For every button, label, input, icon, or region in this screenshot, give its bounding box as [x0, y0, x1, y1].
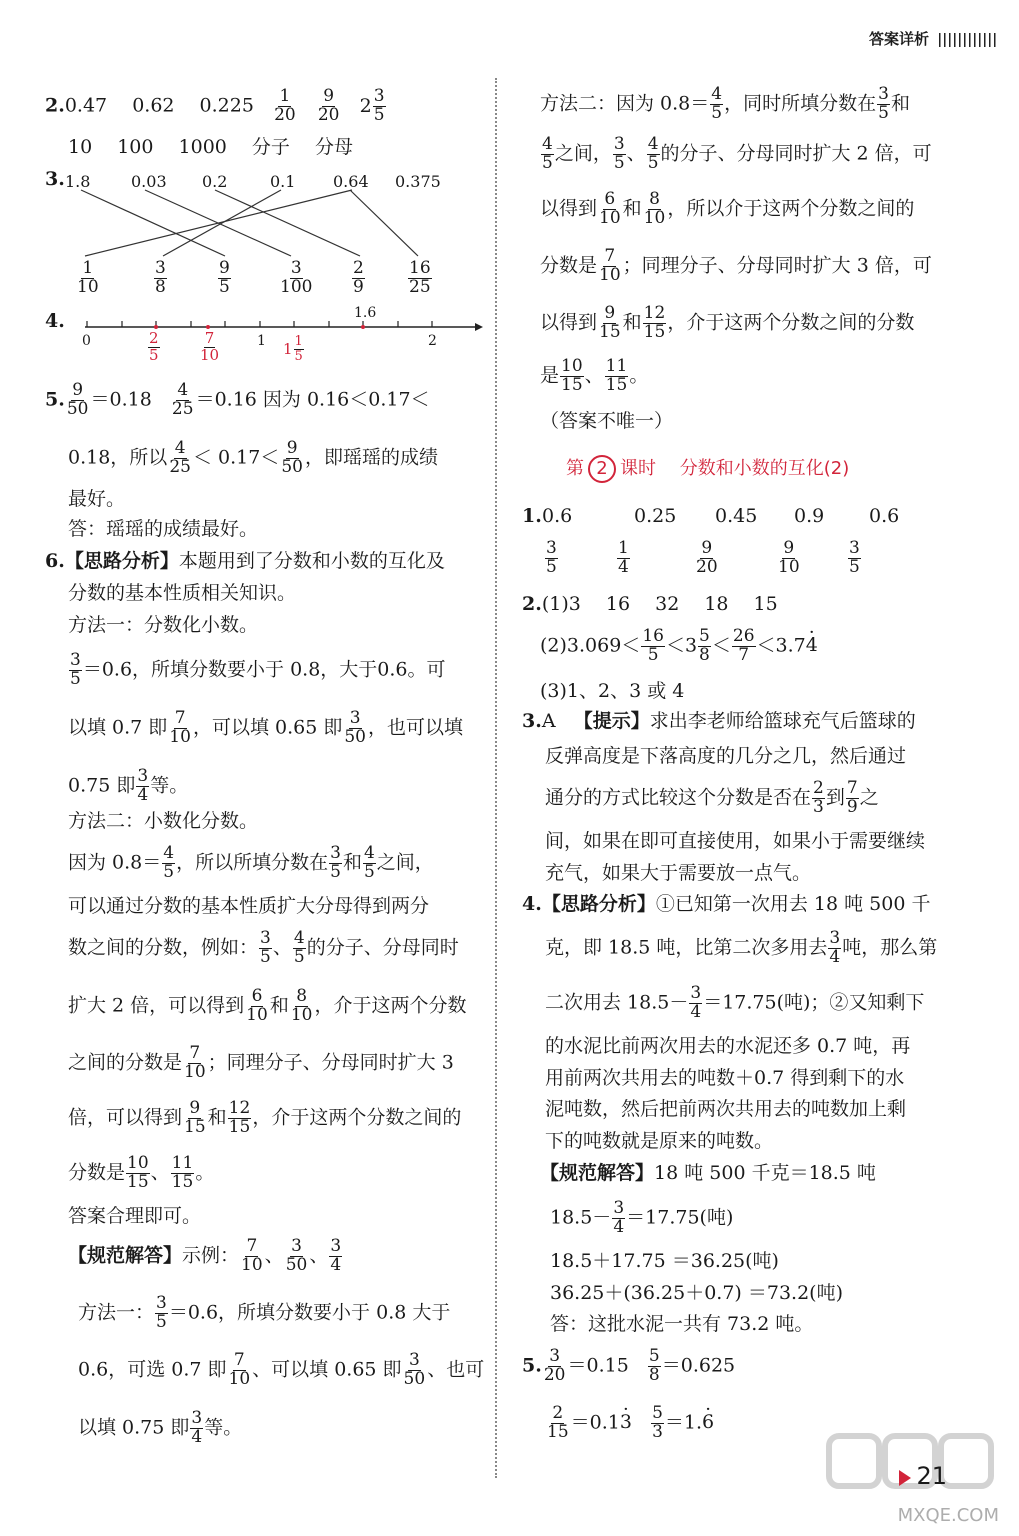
right-q3-l1: 3.A 【提示】求出李老师给篮球充气后篮球的 [522, 710, 916, 732]
fraction: $\frac{9}{20}$ [317, 86, 340, 125]
left-q6-m2-d: 扩大 2 倍，可以得到 $\frac{6}{10}$ 和 $\frac{8}{10}$ ，介于这两个分数 [68, 986, 467, 1025]
fraction: $\frac{3}{100}$ [280, 258, 313, 297]
mixed-number: 2 $\frac{3}{5}$ [359, 86, 385, 125]
left-q6-std: 【规范解答】示例： $\frac{7}{10}$ 、 $\frac{3}{50}$ 、 $\frac{3}{4}$ [68, 1236, 342, 1275]
left-q6-intro2: 分数的基本性质相关知识。 [68, 582, 297, 604]
column-divider [495, 78, 497, 1478]
top-value: 1.8 [65, 172, 91, 191]
right-q2-l3: (3)1、2、3 或 4 [540, 680, 685, 702]
fraction: $\frac{9}{50}$ [66, 380, 89, 419]
right-q4-std: 【规范解答】18 吨 500 千克＝18.5 吨 [540, 1162, 876, 1184]
left-q5-line1: 5. $\frac{9}{50}$ ＝0.18 $\frac{4}{25}$ ＝0.16 因为 0.16＜0.17＜ [45, 380, 430, 419]
point-mixed: 1 $\frac{1}{5}$ [283, 334, 303, 364]
left-q6-s3: 以填 0.75 即 $\frac{3}{4}$ 等。 [78, 1408, 243, 1447]
fraction: $\frac{16}{25}$ [409, 258, 431, 297]
top-value: 0.1 [270, 172, 296, 191]
left-q6-m2-c: 数之间的分数，例如： $\frac{3}{5}$ 、 $\frac{4}{5}$ 的分子、分母同时 [68, 928, 459, 967]
left-q5-line2: 0.18，所以 $\frac{4}{25}$ ＜ 0.17＜ $\frac{9}{50}$ ，即瑶瑶的成绩 [68, 438, 438, 477]
point-fraction: $\frac{7}{10}$ [200, 329, 220, 364]
right-q1-decimals: 1. 0.6 0.25 0.45 0.9 0.6 [522, 505, 900, 527]
header-label: 答案详析 [868, 30, 929, 48]
left-q6-m2-b: 可以通过分数的基本性质扩大分母得到两分 [68, 895, 430, 917]
right-cont-d: 分数是 $\frac{7}{10}$ ；同理分子、分母同时扩大 3 倍，可 [540, 246, 932, 285]
left-q6-m2-title: 方法二：小数化分数。 [68, 810, 259, 832]
right-q3-l4: 间，如果在即可直接使用，如果小于需要继续 [545, 830, 926, 852]
right-q2-l2: (2)3.069＜ $\frac{16}{5}$ ＜3 $\frac{5}{8}$ ＜ $\frac{26}{7}$ ＜3.7· 4 [540, 628, 818, 665]
point-fraction: $\frac{2}{5}$ [149, 329, 159, 364]
top-value: 0.64 [333, 172, 369, 191]
decimals: 0.47 0.62 0.225 [64, 94, 254, 117]
right-q4-s1: 18.5－ $\frac{3}{4}$ ＝17.75(吨) [550, 1198, 734, 1237]
fraction: $\frac{9}{5}$ [219, 258, 230, 297]
header-barcode-decoration [939, 33, 999, 47]
right-q4-l4: 的水泥比前两次用去的水泥还多 0.7 吨，再 [545, 1035, 911, 1057]
left-q2-line1 [45, 88, 387, 125]
right-q4-l6: 泥吨数，然后把前两次共用去的吨数加上剩 [545, 1098, 907, 1120]
right-q3-l2: 反弹高度是下落高度的几分之几，然后通过 [545, 745, 907, 767]
left-q5-answer: 答：瑶瑶的成绩最好。 [68, 518, 259, 540]
watermark-url: MXQE.COM [897, 1505, 999, 1526]
fraction: $\frac{2}{9}$ [353, 258, 364, 297]
right-q4-l7: 下的吨数就是原来的吨数。 [545, 1130, 774, 1152]
top-value: 0.375 [395, 172, 441, 191]
left-q6-s2: 0.6，可选 0.7 即 $\frac{7}{10}$ 、可以填 0.65 即 $\frac{3}{50}$ 、也可 [78, 1350, 485, 1389]
right-cont-e: 以得到 $\frac{9}{15}$ 和 $\frac{12}{15}$ ，介于这两个分数之间的分数 [540, 303, 915, 342]
left-q6-m1-c: 0.75 即 $\frac{3}{4}$ 等。 [68, 766, 189, 805]
fraction: $\frac{1}{20}$ [274, 86, 296, 125]
left-q6-s1: 方法一： $\frac{3}{5}$ ＝0.6，所填分数要小于 0.8 大于 [78, 1293, 451, 1332]
left-q5-line3: 最好。 [68, 488, 126, 510]
left-q6-m2-a: 因为 0.8＝ $\frac{4}{5}$ ，所以所填分数在 $\frac{3}{5}$ 和 $\frac{4}{5}$ 之间， [68, 843, 434, 882]
number-line-question [45, 305, 485, 375]
top-value: 0.2 [202, 172, 228, 191]
matching-diagram [45, 168, 485, 303]
left-q6-m1-title: 方法一：分数化小数。 [68, 614, 259, 636]
right-cont-c: 以得到 $\frac{6}{10}$ 和 $\frac{8}{10}$ ，所以介于这两个分数之间的 [540, 189, 915, 228]
left-q6-intro1: 6.【思路分析】本题用到了分数和小数的互化及 [45, 550, 445, 572]
page-number: 21 [916, 1462, 947, 1490]
right-q2-l1: 2.(1)3 16 32 18 15 [522, 593, 778, 615]
question-number: 3. [45, 168, 65, 190]
fraction: $\frac{3}{8}$ [155, 258, 166, 297]
fraction: $\frac{1}{10}$ [77, 258, 99, 297]
right-cont-f: 是 $\frac{10}{15}$ 、 $\frac{11}{15}$ 。 [540, 356, 649, 395]
right-q4-l3: 二次用去 18.5－ $\frac{3}{4}$ ＝17.75(吨)；②又知剩下 [545, 983, 925, 1022]
axis-label: 0 [82, 333, 91, 349]
right-q3-l3: 通分的方式比较这个分数是否在 $\frac{2}{3}$ 到 $\frac{7}{9}$ 之 [545, 778, 879, 817]
right-q4-s3: 36.25＋(36.25＋0.7) ＝73.2(吨) [550, 1282, 843, 1304]
right-q4-s2: 18.5＋17.75 ＝36.25(吨) [550, 1250, 779, 1272]
right-q4-l2: 克，即 18.5 吨，比第二次多用去 $\frac{3}{4}$ 吨，那么第 [545, 928, 938, 967]
right-cont-a: 方法二：因为 0.8＝ $\frac{4}{5}$ ，同时所填分数在 $\frac{3}{5}$ 和 [540, 84, 910, 123]
point-label: 1.6 [354, 305, 377, 321]
left-q6-m2-g: 分数是 $\frac{10}{15}$ 、 $\frac{11}{15}$ 。 [68, 1153, 215, 1192]
repeating-digit: · 4 [806, 634, 818, 657]
left-q6-m2-f: 倍，可以得到 $\frac{9}{15}$ 和 $\frac{12}{15}$ ，介于这两个分数之间的 [68, 1098, 462, 1137]
question-number: 2. [45, 94, 65, 117]
right-q4-s4: 答：这批水泥一共有 73.2 吨。 [550, 1313, 814, 1335]
left-q6-m2-e: 之间的分数是 $\frac{7}{10}$ ；同理分子、分母同时扩大 3 [68, 1043, 454, 1082]
fraction: $\frac{4}{25}$ [171, 380, 194, 419]
left-q2-line2: 10 100 1000 分子 分母 [68, 136, 353, 158]
lesson-number-badge: 2 [588, 455, 616, 483]
right-q3-l5: 充气，如果大于需要放一点气。 [545, 862, 812, 884]
left-q6-m2-end: 答案合理即可。 [68, 1205, 202, 1227]
axis-label: 1 [257, 333, 266, 349]
right-q4-l5: 用前两次共用去的吨数＋0.7 得到剩下的水 [545, 1067, 905, 1089]
page-arrow-icon [899, 1470, 911, 1486]
right-q4-l1: 4.【思路分析】①已知第一次用去 18 吨 500 千 [522, 893, 931, 915]
question-number: 4. [45, 310, 65, 332]
top-value: 0.03 [131, 172, 167, 191]
right-cont-note: （答案不唯一） [540, 410, 674, 432]
left-q6-m1-a: $\frac{3}{5}$ ＝0.6，所填分数要小于 0.8，大于0.6。可 [70, 650, 446, 689]
right-q5-l1: 5. $\frac{3}{20}$ ＝0.15 $\frac{5}{8}$ ＝0.625 [522, 1346, 736, 1385]
axis-label: 2 [428, 333, 437, 349]
right-q1-fractions: $\frac{3}{5}$ $\frac{1}{4}$ $\frac{9}{20}$ $\frac{9}{10}$ $\frac{3}{5}$ [546, 538, 860, 577]
left-q6-m1-b: 以填 0.7 即 $\frac{7}{10}$ ，可以填 0.65 即 $\frac{3}{50}$ ，也可以填 [68, 708, 463, 747]
right-q5-l2: $\frac{2}{15}$ ＝0.1· 3 $\frac{5}{3}$ ＝1.· 6 [545, 1405, 714, 1442]
lesson-title: 第 2 课时 分数和小数的互化(2) [566, 455, 849, 483]
right-cont-b: $\frac{4}{5}$ 之间， $\frac{3}{5}$ 、 $\frac{4}{5}$ 的分子、分母同时扩大 2 倍，可 [542, 134, 932, 173]
